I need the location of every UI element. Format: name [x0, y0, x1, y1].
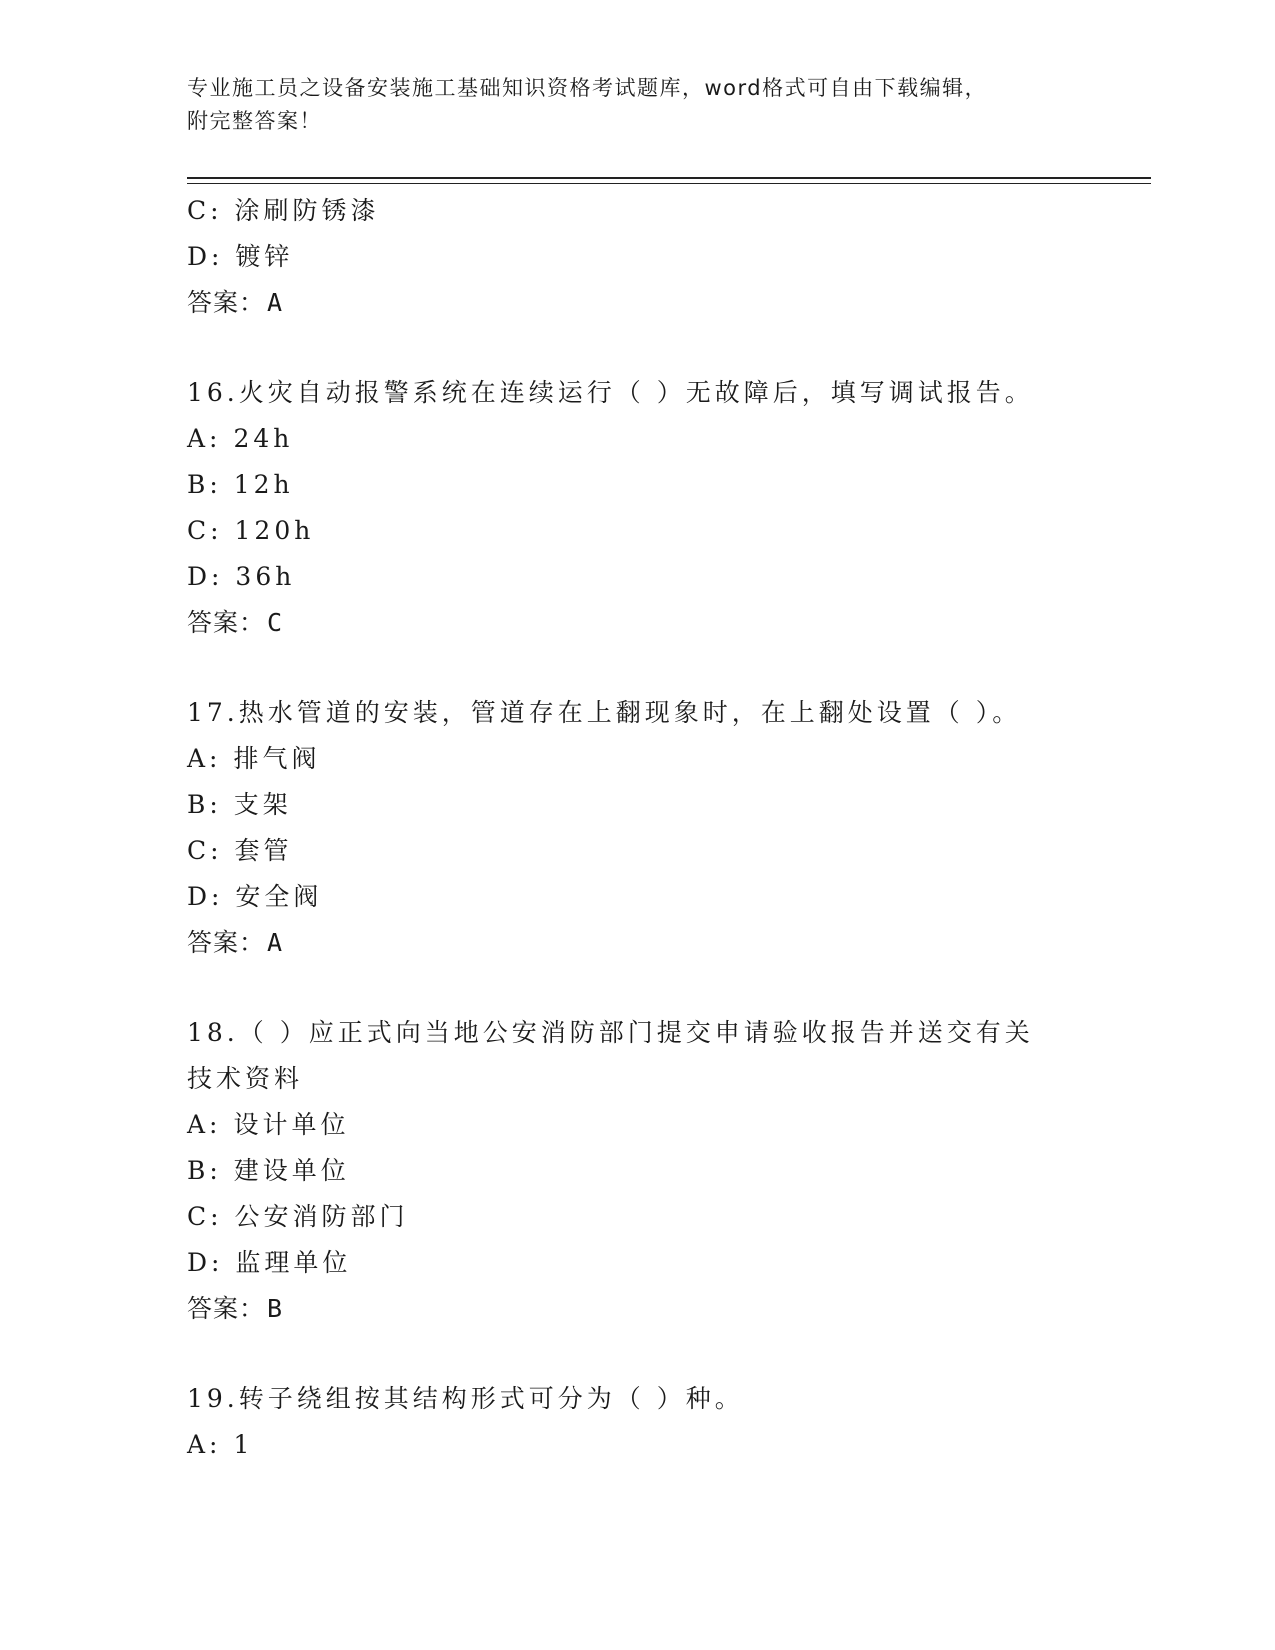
question-18 — [187, 1010, 1087, 1332]
header-divider — [187, 177, 1151, 179]
answer: 答案：A — [187, 928, 284, 957]
question-15-tail — [187, 188, 1087, 326]
option-b: B: 建设单位 — [187, 1156, 350, 1185]
option-d: D: 镀锌 — [187, 242, 294, 271]
option-c: C: 120h — [187, 516, 315, 545]
option-a: A: 1 — [187, 1430, 254, 1459]
question-19 — [187, 1376, 1087, 1468]
option-b: B: 12h — [187, 470, 294, 499]
option-c: C: 公安消防部门 — [187, 1202, 409, 1231]
question-16 — [187, 370, 1087, 646]
option-c: C: 涂刷防锈漆 — [187, 196, 380, 225]
option-d: D: 监理单位 — [187, 1248, 352, 1277]
answer: 答案：C — [187, 608, 284, 637]
question-stem: 17.热水管道的安装，管道存在上翻现象时，在上翻处设置（ ）。 — [187, 698, 1022, 727]
question-stem: 16.火灾自动报警系统在连续运行（ ）无故障后，填写调试报告。 — [187, 378, 1034, 407]
question-stem: 19.转子绕组按其结构形式可分为（ ）种。 — [187, 1384, 744, 1413]
option-a: A: 设计单位 — [187, 1110, 350, 1139]
question-17 — [187, 690, 1087, 966]
header-divider-thin — [187, 183, 1151, 184]
option-b: B: 支架 — [187, 790, 292, 819]
option-d: D: 安全阀 — [187, 882, 323, 911]
document-header — [187, 72, 1087, 138]
question-list — [187, 188, 1087, 1468]
header-line-1: 专业施工员之设备安装施工基础知识资格考试题库，word格式可自由下载编辑， — [187, 76, 988, 100]
option-d: D: 36h — [187, 562, 296, 591]
option-a: A: 24h — [187, 424, 294, 453]
header-line-2: 附完整答案！ — [187, 109, 322, 133]
option-c: C: 套管 — [187, 836, 293, 865]
answer: 答案：A — [187, 288, 284, 317]
answer: 答案：B — [187, 1294, 284, 1323]
question-stem: 18.（ ）应正式向当地公安消防部门提交申请验收报告并送交有关技术资料 — [187, 1018, 1034, 1093]
option-a: A: 排气阀 — [187, 744, 321, 773]
